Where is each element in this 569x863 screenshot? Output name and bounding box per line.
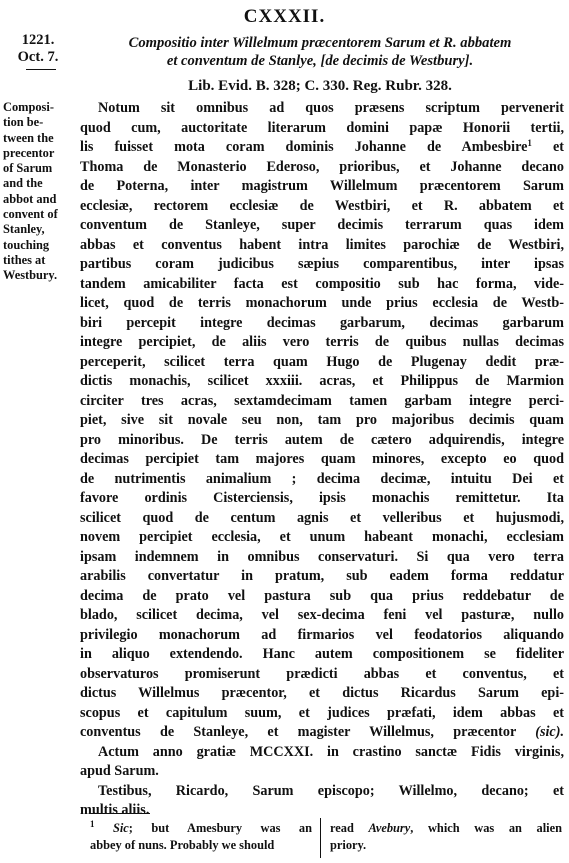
- marginal-line: tion be-: [3, 115, 44, 130]
- charter-number: CXXXII.: [243, 6, 326, 27]
- body-line: dictus Willelmus præcentor, et dictus Ricardus Sarum epi-: [80, 685, 564, 701]
- body-line: scilicet quod de centum agnis et velleribus et hujusmodi,: [80, 509, 564, 526]
- body-line: scopus et capitulum suum, et judices præfati, idem abbas et: [80, 704, 564, 721]
- marginal-line: precentor: [3, 145, 55, 160]
- footnote-left-column: [90, 820, 312, 854]
- body-line: Thoma de Monasterio Ederoso, prioribus, et Johanne decano: [80, 158, 564, 175]
- body-line: dictis monachis, scilicet xxxiii. acras, et Philippus de Marmion: [80, 373, 564, 389]
- charter-date: [8, 32, 68, 66]
- footnote-line: [90, 820, 312, 837]
- testibus-line: Testibus, Ricardo, Sarum episcopo; Willelmo, decano; et: [98, 782, 564, 799]
- body-line: novem percipiet ecclesia, et unum habeant monachi, ecclesiam: [80, 529, 564, 545]
- footnote-sic: Sic: [112, 821, 129, 835]
- marginal-line: tween the: [3, 130, 54, 145]
- body-line-end: et: [552, 139, 564, 155]
- body-line: perceperit, scilicet terra quam Hugo de Plugenay dedit præ-: [80, 353, 564, 370]
- body-line: tandem amicabiliter facta est compositio sub hac forma, vide-: [80, 275, 564, 292]
- testibus-line: multis aliis.: [80, 802, 150, 818]
- footnote-text: ; but Amesbury was an: [128, 821, 312, 835]
- footnote-marker: 1: [527, 138, 532, 148]
- body-line: blado, scilicet decima, vel sex-decima feni vel pasturæ, nullo: [80, 607, 564, 623]
- footnote-marker: 1: [90, 819, 95, 829]
- body-line: [80, 723, 564, 743]
- footnote-line: priory.: [330, 838, 367, 852]
- footnote-text: read: [330, 821, 354, 835]
- body-line: in aliquo extendendo. Hanc autem compositionem se fideliter: [80, 646, 564, 662]
- footnote-rule: [90, 813, 150, 814]
- body-line-text: lis fuisset mota coram dominis Johanne de Ambesbire: [80, 139, 528, 155]
- body-line: ecclesiæ, rectorem ecclesiæ de Westbiri, et R. abbatem et: [80, 197, 564, 214]
- body-line: favore ordinis Cisterciensis, ipsis monachis remittetur. Ita: [80, 490, 564, 506]
- date-year: 1221.: [21, 32, 55, 48]
- heading-bracket: [de decimis de Westbury].: [320, 53, 474, 69]
- marginal-line: Stanley,: [3, 222, 45, 237]
- source-references: Lib. Evid. B. 328; C. 330. Reg. Rubr. 328.: [188, 78, 452, 94]
- body-line: circiter tres acras, sextamdecimam tamen garbam integre perci-: [80, 392, 564, 409]
- heading-line-2: [78, 52, 562, 70]
- actum-line: apud Sarum.: [80, 763, 159, 779]
- footnote-text: , which was an alien: [410, 821, 562, 835]
- marginal-line: tithes at: [3, 252, 46, 267]
- charter-heading: [78, 34, 562, 70]
- marginal-line: and the: [3, 176, 43, 191]
- body-line: de Poterna, inter magistrum Willelmum præcentorem Sarum: [80, 178, 564, 194]
- body-line: licet, quod de terris monachorum unde prius ecclesia de Westb-: [80, 295, 564, 311]
- footnote-divider: [320, 818, 321, 858]
- heading-line-1: Compositio inter Willelmum præcentorem Sarum et R. abbatem: [128, 35, 512, 51]
- date-day: Oct. 7.: [17, 49, 59, 65]
- body-line: biri percepit integre decimas garbarum, decimas garbarum: [80, 314, 564, 331]
- body-line: integre percipiet, de aliis vero terris de quibus nullas decimas: [80, 334, 564, 350]
- body-line: [80, 138, 564, 158]
- marginal-line: Composi-: [3, 100, 54, 114]
- body-line: conventum de Stanleye, super decimis terrarum quas idem: [80, 217, 564, 233]
- body-line: privilegio monachorum ad firmarios vel feodatorios aliquando: [80, 626, 564, 643]
- footnote-right-column: [330, 820, 562, 854]
- body-line: de nutrimentis animalium ; decima decimæ, intuitu Dei et: [80, 470, 564, 487]
- body-line: partibus coram judicibus sæpius comparentibus, inter ipsas: [80, 256, 564, 272]
- charter-body: [80, 99, 564, 821]
- marginal-note: [3, 100, 75, 284]
- heading-line-2-text: et conventum de Stanlye,: [166, 53, 317, 69]
- body-line: pro minoribus. De terris autem de cætero adquirendis, integre: [80, 431, 564, 448]
- marginal-line: touching: [3, 237, 50, 252]
- body-line: ipsam indemnem in omnibus conservaturi. Si qua vero terra: [80, 548, 564, 565]
- body-line-text: conventus de Stanleye, et magister Willelmus, præcentor: [80, 724, 516, 740]
- body-line: abbas et conventus habent intra limites parochiæ de Westbiri,: [80, 236, 564, 253]
- marginal-line: of Sarum: [3, 161, 53, 176]
- footnote-line: abbey of nuns. Probably we should: [90, 838, 275, 852]
- actum-line: Actum anno gratiæ MCCXXI. in crastino sanctæ Fidis virginis,: [98, 743, 564, 760]
- marginal-line: Westbury.: [3, 268, 58, 283]
- body-line: piet, sive sit novale seu non, tam pro majoribus decimis quam: [80, 412, 564, 428]
- date-rule: [26, 69, 56, 70]
- marginal-line: convent of: [3, 207, 58, 222]
- sic-mark: (sic).: [535, 724, 564, 740]
- body-line: quod cum, auctoritate literarum domini papæ Honorii tertii,: [80, 119, 564, 136]
- body-line: decimas percipiet tam majores quam minores, excepto eo quod: [80, 451, 564, 467]
- marginal-line: abbot and: [3, 191, 57, 206]
- body-line: arabilis convertatur in pratum, sub eadem forma reddatur: [80, 568, 564, 584]
- body-line: observaturos promiserunt prædicti abbas et conventus, et: [80, 665, 564, 682]
- footnote-line: [330, 820, 562, 837]
- body-line: decima de prato vel pastura sub qua prius reddebatur de: [80, 587, 564, 604]
- footnote-italic: Avebury: [368, 821, 411, 835]
- body-line: Notum sit omnibus ad quos præsens scriptum pervenerit: [98, 100, 564, 116]
